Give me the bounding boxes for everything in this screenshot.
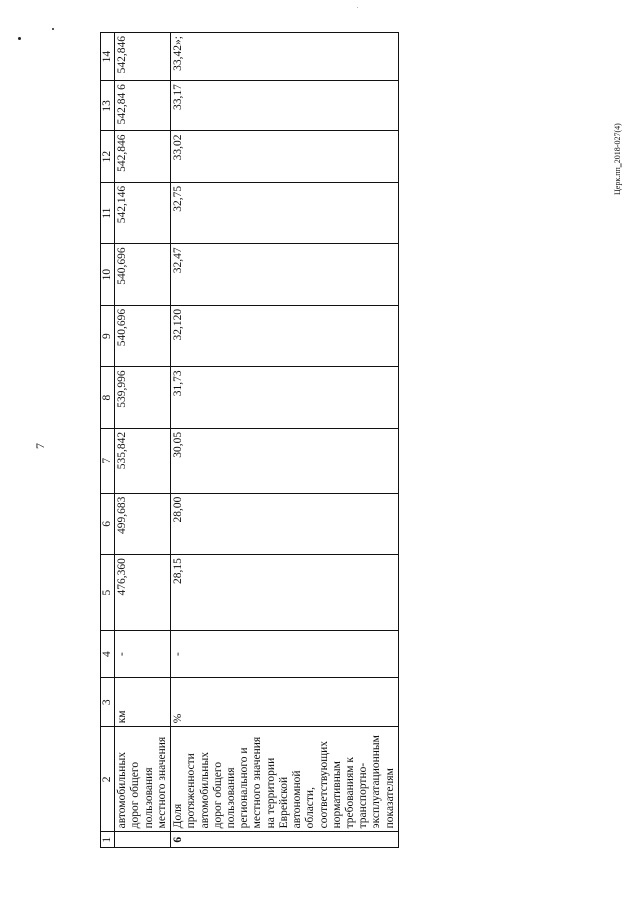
value-cell: 32,47 <box>171 244 399 305</box>
value-cell: - <box>115 631 171 678</box>
value-cell: 476,360 <box>115 555 171 631</box>
table-row <box>115 33 171 848</box>
column-header: 10 <box>101 244 115 305</box>
value-cell: 30,05 <box>171 428 399 493</box>
unit-cell: % <box>171 678 399 727</box>
scan-dot <box>52 28 54 30</box>
column-header: 12 <box>101 131 115 182</box>
row-index <box>115 832 171 848</box>
unit-cell: км <box>115 678 171 727</box>
value-cell: 542,84 6 <box>115 81 171 131</box>
value-cell: 33,02 <box>171 131 399 182</box>
value-cell: 33,42»; <box>171 33 399 81</box>
column-header: 8 <box>101 367 115 428</box>
indicator-name: автомобильных дорог общего пользования местного значения <box>115 727 171 832</box>
value-cell: 539,996 <box>115 367 171 428</box>
value-cell: 28,00 <box>171 493 399 554</box>
document-stamp: Церк.пп‗2018-027(4) <box>613 123 622 195</box>
column-header: 3 <box>101 678 115 727</box>
column-header: 11 <box>101 182 115 243</box>
column-header: 1 <box>101 832 115 848</box>
value-cell: 542,146 <box>115 182 171 243</box>
value-cell: 28,15 <box>171 555 399 631</box>
value-cell: 31,73 <box>171 367 399 428</box>
column-header: 4 <box>101 631 115 678</box>
scan-dot <box>357 7 358 8</box>
indicator-table-wrapper <box>100 32 396 848</box>
scan-dot <box>18 37 21 40</box>
page-number: 7 <box>33 443 47 449</box>
table-header-row <box>101 33 115 848</box>
value-cell: - <box>171 631 399 678</box>
column-header: 13 <box>101 81 115 131</box>
value-cell: 535,842 <box>115 428 171 493</box>
column-header: 6 <box>101 493 115 554</box>
table-row <box>171 33 399 848</box>
value-cell: 542,846 <box>115 33 171 81</box>
column-header: 2 <box>101 727 115 832</box>
column-header: 9 <box>101 305 115 366</box>
value-cell: 33,17 <box>171 81 399 131</box>
row-index: 6 <box>171 832 399 848</box>
column-header: 5 <box>101 555 115 631</box>
value-cell: 32,120 <box>171 305 399 366</box>
value-cell: 32,75 <box>171 182 399 243</box>
column-header: 14 <box>101 33 115 81</box>
value-cell: 499,683 <box>115 493 171 554</box>
value-cell: 540,696 <box>115 305 171 366</box>
indicator-table <box>100 32 399 848</box>
indicator-name: Доля протяженности автомобильных дорог общего пользования регионального и местного значения на территории Еврейской автономной области, соответствующих нормативным требованиям к транспортно-эксплуатационным показателям <box>171 727 399 832</box>
column-header: 7 <box>101 428 115 493</box>
value-cell: 542,846 <box>115 131 171 182</box>
value-cell: 540,696 <box>115 244 171 305</box>
